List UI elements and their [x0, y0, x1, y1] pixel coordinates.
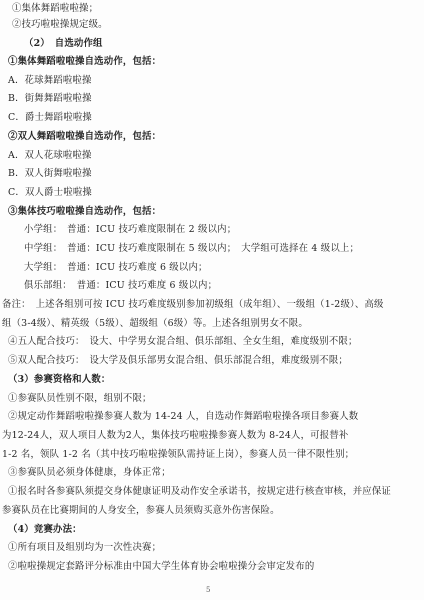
text-line: ①报名时各参赛队须提交身体健康证明及动作安全承诺书，按规定进行核查审核，并应保证 — [8, 486, 392, 497]
subsection-heading: ③集体技巧啦啦操自选动作，包括： — [8, 206, 162, 217]
list-item: B．双人街舞啦啦操 — [8, 168, 92, 179]
list-item: C．爵士舞蹈啦啦操 — [8, 112, 92, 123]
text-line: 参赛队员在比赛期间的人身安全，参赛人员须购买意外伤害保险。 — [2, 505, 280, 516]
text-line: ②啦啦操规定套路评分标准由中国大学生体育协会啦啦操分会审定发布的 — [8, 561, 315, 572]
text-line: 小学组： 普通：ICU 技巧难度限制在 2 级以内； — [24, 224, 237, 235]
text-line: 组（3-4级）、精英级（5级）、超级组（6级）等。上述各组别男女不限。 — [2, 318, 308, 329]
page-number: 5 — [206, 586, 211, 594]
list-item: C．双人爵士啦啦操 — [8, 187, 92, 198]
text-line: 1-2 名，领队 1-2 名（其中技巧啦啦操领队需持证上岗），参赛人员一律不限性别； — [2, 449, 355, 460]
text-line: ①所有项目及组别均为一次性决赛； — [8, 542, 162, 553]
text-line: ③参赛队员必须身体健康，身体正常； — [8, 467, 171, 478]
text-line: ④五人配合技巧： 设大、中学男女混合组、俱乐部组、全女生组，难度级别不限； — [8, 336, 358, 347]
list-item: A．花球舞蹈啦啦操 — [8, 75, 92, 86]
section-heading: （2） 自选动作组 — [24, 38, 103, 49]
section-heading: （4）竞赛办法： — [8, 524, 82, 535]
text-line: ⑤双人配合技巧： 设大学及俱乐部男女混合组、俱乐部混合组，难度级别不限； — [8, 355, 349, 366]
subsection-heading: ①集体舞蹈啦啦操自选动作，包括： — [8, 56, 162, 67]
text-line: 中学组： 普通：ICU 技巧难度限制在 5 级以内； 大学组可选择在 4 级以上； — [24, 243, 360, 254]
subsection-heading: ②双人舞蹈啦啦操自选动作，包括： — [8, 131, 162, 142]
section-heading: （3）参赛资格和人数： — [8, 374, 111, 385]
list-item: A．双人花球啦啦操 — [8, 150, 92, 161]
text-line: ②技巧啦啦操规定级。 — [12, 19, 108, 30]
text-line: 俱乐部组： 普通：ICU 技巧难度 6 级以内； — [24, 280, 218, 291]
list-item: B．街舞舞蹈啦啦操 — [8, 93, 92, 104]
text-line: ①参赛队员性别不限，组别不限； — [8, 393, 152, 404]
text-line: ②规定动作舞蹈啦啦操参赛人数为 14-24 人，自选动作舞蹈啦啦操各项目参赛人数 — [8, 411, 359, 422]
text-line: 为12-24人，双人项目人数为2人，集体技巧啦啦操参赛人数为 8-24人，可报替补 — [2, 430, 349, 441]
text-line: ①集体舞蹈啦啦操； — [12, 3, 99, 14]
text-line: 备注： 上述各组别可按 ICU 技巧难度级别参加初级组（成年组）、一级组（1-2级）、高级 — [2, 299, 384, 310]
text-line: 大学组： 普通：ICU 技巧难度 6 级以内； — [24, 262, 208, 273]
